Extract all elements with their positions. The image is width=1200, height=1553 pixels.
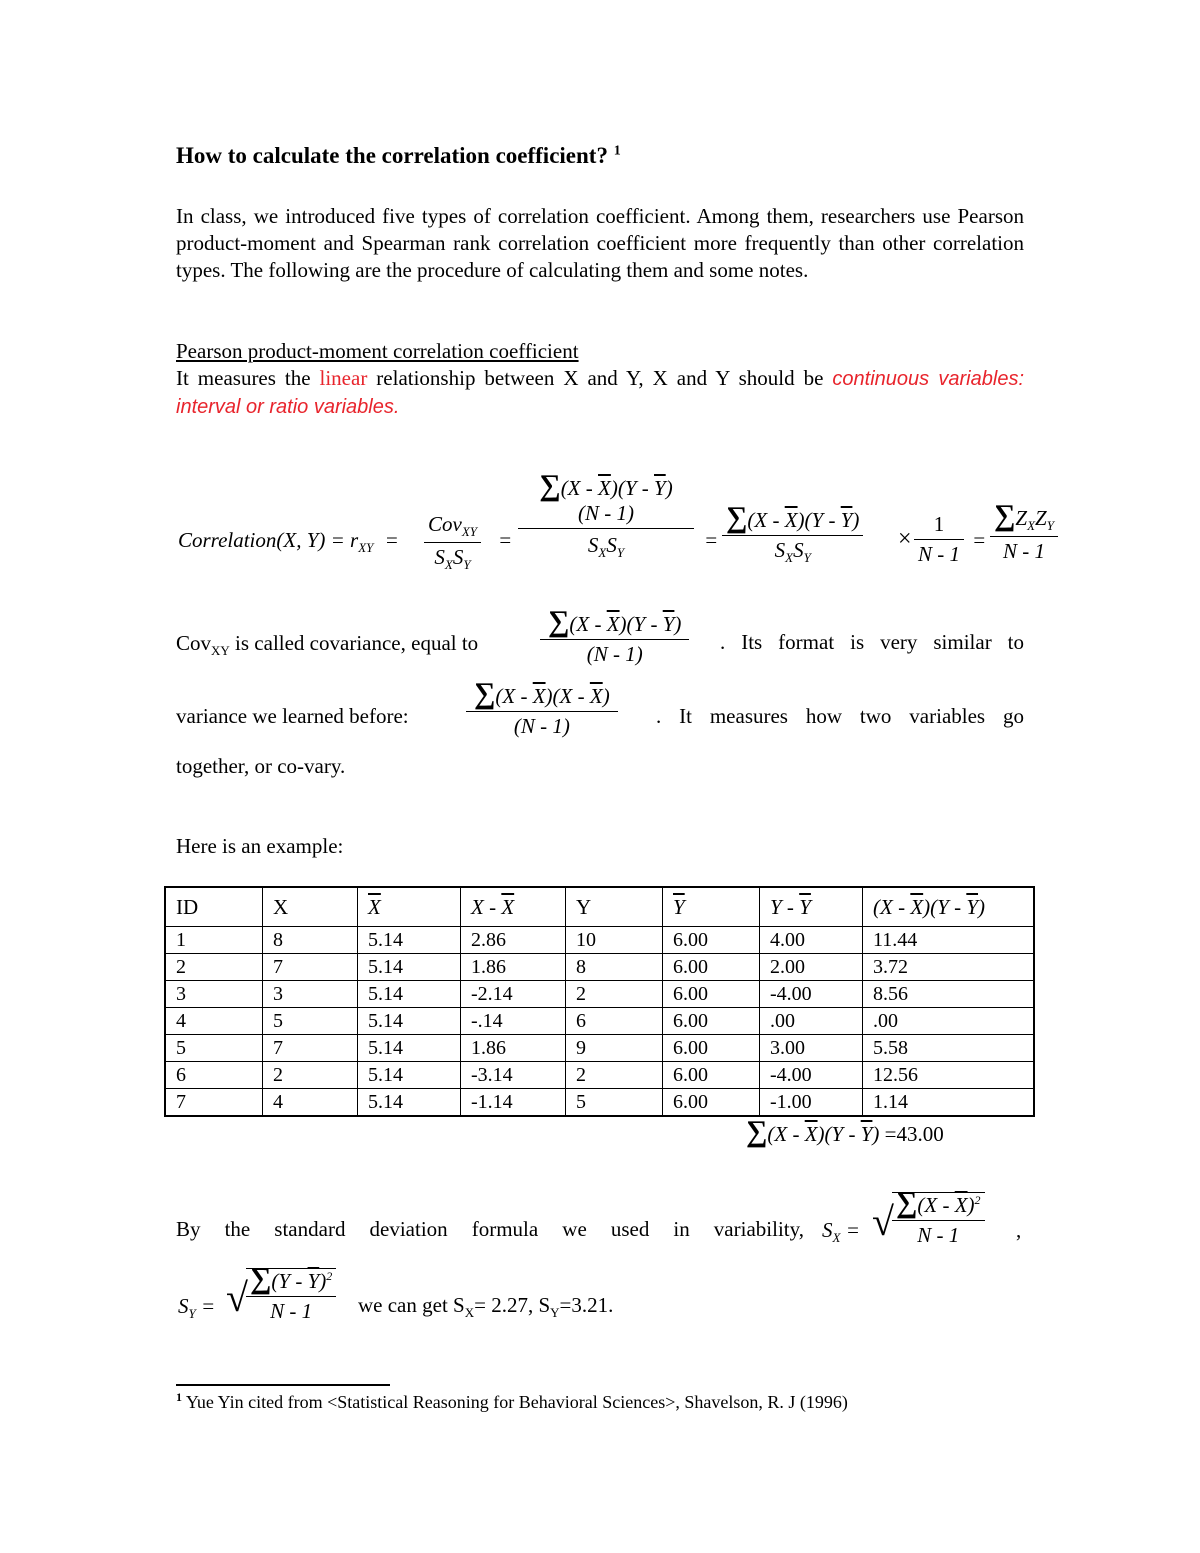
footnote-divider <box>176 1384 390 1386</box>
table-cell: 6.00 <box>663 1008 760 1035</box>
table-cell: 2 <box>165 954 263 981</box>
table-cell: 2.86 <box>461 927 566 954</box>
table-cell: -3.14 <box>461 1062 566 1089</box>
table-cell: -.14 <box>461 1008 566 1035</box>
table-cell: 6 <box>165 1062 263 1089</box>
table-cell: 1.14 <box>863 1089 1035 1117</box>
table-cell: 7 <box>263 954 358 981</box>
table-cell: 2.00 <box>760 954 863 981</box>
correlation-formula: Correlation(X, $Y) = r_{XY}$ = Cov$_{XY}$ $S_XS_Y$ = $\sum(X - \overline{X})(Y - \overline{Y})$ (N - 1) $S_XS_Y$ = $\sum(X - \overline{X})(Y - \overline{Y})$ $S_XS_Y$ × $\frac{1}{N - 1}$ = $\sum Z_XZ_Y$ N - 1 <box>176 468 1086 588</box>
table-cell: 7 <box>263 1035 358 1062</box>
table-cell: 6.00 <box>663 954 760 981</box>
table-cell: 9 <box>566 1035 663 1062</box>
table-cell: 5.58 <box>863 1035 1035 1062</box>
table-cell: .00 <box>760 1008 863 1035</box>
table-cell: -4.00 <box>760 1062 863 1089</box>
footnote: $^1$ Yue Yin cited from <Statistical Reasoning for Behavioral Sciences>, Shavelson, R. J (1996) <box>176 1390 848 1412</box>
table-cell: 1 <box>165 927 263 954</box>
covariance-line: Cov$_{XY}$ is called covariance, equal to <box>176 631 479 659</box>
table-cell: 5 <box>263 1008 358 1035</box>
table-row <box>165 1089 1034 1117</box>
table-cell: 6 <box>566 1008 663 1035</box>
table-cell: 5.14 <box>358 954 461 981</box>
page-title <box>176 143 621 169</box>
continuous-highlight: continuous variables: interval or ratio variables. <box>176 368 1024 418</box>
sum-product-total: $\sum(X - \overline{X})(Y - \overline{Y}) =43.00$ <box>746 1115 944 1148</box>
table-header-row: ID X $\overline{X}$ X - $\overline{X}$ Y $\overline{Y}$ Y - $\overline{Y}$ $(X - \overline{X})(Y - \overline{Y})$ <box>165 887 1034 927</box>
section-heading: Pearson product-moment correlation coefficient <box>176 339 579 363</box>
sd-text: By the standard deviation formula we used in variability, <box>176 1217 804 1241</box>
table-cell: 3 <box>263 981 358 1008</box>
sy-formula: $S_Y$ = <box>178 1294 216 1322</box>
table-cell: 2 <box>263 1062 358 1089</box>
table-cell: 4.00 <box>760 927 863 954</box>
table-cell: 12.56 <box>863 1062 1035 1089</box>
table-cell: 5.14 <box>358 1008 461 1035</box>
table-cell: 8.56 <box>863 981 1035 1008</box>
table-cell: 6.00 <box>663 1062 760 1089</box>
table-cell: .00 <box>863 1008 1035 1035</box>
table-cell: 2 <box>566 1062 663 1089</box>
table-row <box>165 981 1034 1008</box>
table-cell: 5.14 <box>358 1062 461 1089</box>
table-row <box>165 1062 1034 1089</box>
table-cell: 5.14 <box>358 1089 461 1117</box>
table-row <box>165 954 1034 981</box>
table-cell: -1.14 <box>461 1089 566 1117</box>
table-cell: 3 <box>165 981 263 1008</box>
table-cell: 3.72 <box>863 954 1035 981</box>
table-cell: 2 <box>566 981 663 1008</box>
table-cell: 1.86 <box>461 1035 566 1062</box>
table-cell: 4 <box>165 1008 263 1035</box>
intro-paragraph: In class, we introduced five types of correlation coefficient. Among them, researchers use Pearson product-moment and Spearman rank correlation coefficient more frequently than other correlation types. The following are the procedure of calculating them and some notes. <box>176 204 1024 282</box>
table-cell: 6.00 <box>663 981 760 1008</box>
table-cell: 10 <box>566 927 663 954</box>
example-label: Here is an example: <box>176 834 344 858</box>
table-cell: 4 <box>263 1089 358 1117</box>
table-cell: 5 <box>165 1035 263 1062</box>
table-cell: 1.86 <box>461 954 566 981</box>
example-table <box>164 886 1035 1117</box>
title-text: How to calculate the correlation coefficient? <box>176 143 608 168</box>
table-row <box>165 1008 1034 1035</box>
table-cell: 6.00 <box>663 1035 760 1062</box>
covariance-formula: $\frac{\sum(X - \overline{X})(Y - \overline{Y})}{(N - 1)}$ <box>540 612 689 667</box>
variance-formula: $\frac{\sum(X - \overline{X})(X - \overline{X})}{(N - 1)}$ <box>466 684 618 739</box>
linear-highlight: linear <box>319 366 368 390</box>
table-cell: 5.14 <box>358 981 461 1008</box>
table-cell: 3.00 <box>760 1035 863 1062</box>
table-row <box>165 1035 1034 1062</box>
sd-results: we can get $S_X= 2.27$, $S_Y=3.21$. <box>358 1293 614 1321</box>
table-cell: 6.00 <box>663 927 760 954</box>
pearson-description: It measures the linear relationship between X and Y, X and Y should be continuous variables: interval or ratio variables. <box>176 366 1024 418</box>
table-row <box>165 927 1034 954</box>
table-cell: 5.14 <box>358 1035 461 1062</box>
table-cell: 11.44 <box>863 927 1035 954</box>
table-cell: 6.00 <box>663 1089 760 1117</box>
table-cell: 8 <box>566 954 663 981</box>
table-cell: -4.00 <box>760 981 863 1008</box>
document-page: How to calculate the correlation coefficient? $^1$ In class, we introduced five types of correlation coefficient. Among them, researchers use Pearson product-moment and Spearman rank correlation coefficient more frequently than other correlation types. The following are the procedure of calculating them and some notes. Pearson product-moment correlation coefficient It measures the linear relationship between X and Y, X and Y should be continuous variables: interval or ratio variables. Correlation(X, $Y) = r_{XY}$ = Cov$_{XY}$ $S_XS_Y$ = $\sum(X - \overline{X})(Y - \overline{Y})$ (N - 1) $S_XS_Y$ = $\sum(X - \overline{X})(Y - \overline{Y})$ $S_XS_Y$ × $\frac{1}{N - 1}$ = $\sum Z_XZ_Y$ N - 1 Cov$_{XY}$ is called covariance, equal to $\frac{\sum(X - \overline{X})(Y - \overline{Y})}{(N - 1)}$ . Its format is very similar to variance we learned before: $\frac{\sum(X - \overline{X})(X - \overline{X})}{(N - 1)}$ . It measures how two variables go together, or co-vary. Here is an example: ID X $\overline{X}$ X - $\overline{X}$ Y $\overline{Y}$ Y - $\overline{Y}$ $(X - \overline{X})(Y - \overline{Y})$ 1 8 5.14 2.86 10 6.00 4.00 11.44 2 7 5.14 1.86 8 6.00 2.00 3.72 3 3 5.14 -2.14 2 6.00 -4.00 8.56 4 5 5.14 -.14 6 6.00 .00 .00 5 7 5.14 1.86 9 6.00 3.00 5.58 6 2 5.14 -3.14 2 6.00 -4.00 12.56 7 4 5.14 -1.14 5 6.00 -1.00 1.14 $\sum(X - \overline{X})(Y - \overline{Y}) =43.00$ By the standard deviation formula we used in variability, $S_X$ = √ $\frac{\sum(X - \overline{X})^2}{N - 1}$ , $S_Y$ = √ $\frac{\sum(Y - \overline{Y})^2}{N - 1}$ we can get $S_X= 2.27$, $S_Y=3.21$. $^1$ Yue Yin cited from <Statistical Reasoning for Behavioral Sciences>, Shavelson, R. J (1996) <box>0 0 1200 1553</box>
sx-formula: $S_X$ = <box>822 1218 860 1246</box>
table-cell: 5 <box>566 1089 663 1117</box>
pearson-section <box>176 338 1024 421</box>
footnote-marker: 1 <box>613 143 621 159</box>
table-cell: -2.14 <box>461 981 566 1008</box>
table-cell: 8 <box>263 927 358 954</box>
table-cell: 7 <box>165 1089 263 1117</box>
table-cell: 5.14 <box>358 927 461 954</box>
table-cell: -1.00 <box>760 1089 863 1117</box>
